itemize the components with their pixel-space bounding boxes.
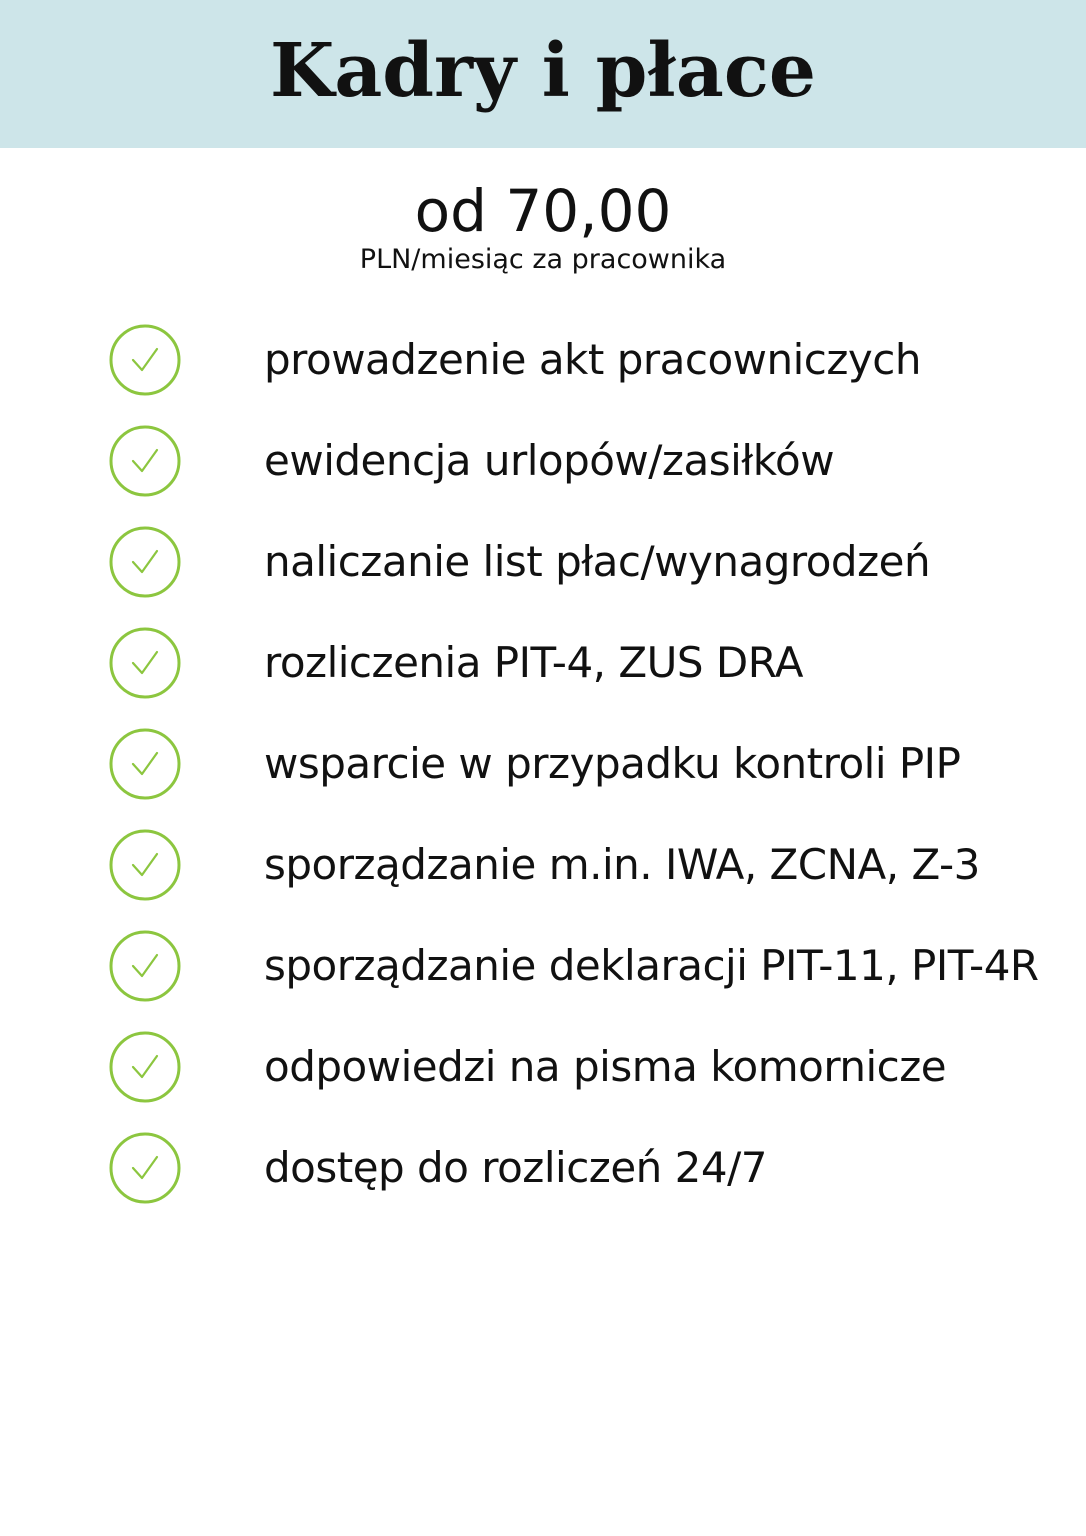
check-circle-icon [109,1132,181,1204]
feature-label: ewidencja urlopów/zasiłków [264,436,835,485]
feature-item [0,512,1086,613]
check-circle-icon [109,324,181,396]
feature-list [0,310,1086,1219]
feature-label: prowadzenie akt pracowniczych [264,335,921,384]
feature-item [0,1118,1086,1219]
check-circle-icon [109,930,181,1002]
check-circle-icon [109,728,181,800]
price-block [0,176,1086,276]
feature-item [0,1017,1086,1118]
check-circle-icon [109,1031,181,1103]
feature-label: rozliczenia PIT-4, ZUS DRA [264,638,803,687]
feature-label: wsparcie w przypadku kontroli PIP [264,739,961,788]
feature-label: dostęp do rozliczeń 24/7 [264,1143,767,1192]
feature-item [0,613,1086,714]
header-banner [0,0,1086,148]
feature-item [0,310,1086,411]
feature-label: sporządzanie m.in. IWA, ZCNA, Z-3 [264,840,980,889]
feature-item [0,916,1086,1017]
feature-label: sporządzanie deklaracji PIT-11, PIT-4R [264,941,1039,990]
check-circle-icon [109,425,181,497]
check-circle-icon [109,829,181,901]
feature-label: naliczanie list płac/wynagrodzeń [264,537,931,586]
feature-label: odpowiedzi na pisma komornicze [264,1042,947,1091]
feature-item [0,714,1086,815]
feature-item [0,411,1086,512]
price-unit: PLN/miesiąc za pracownika [359,244,727,275]
feature-item [0,815,1086,916]
page-title: Kadry i płace [270,28,816,114]
check-circle-icon [109,526,181,598]
check-circle-icon [109,627,181,699]
price-value: od 70,00 [414,177,672,245]
